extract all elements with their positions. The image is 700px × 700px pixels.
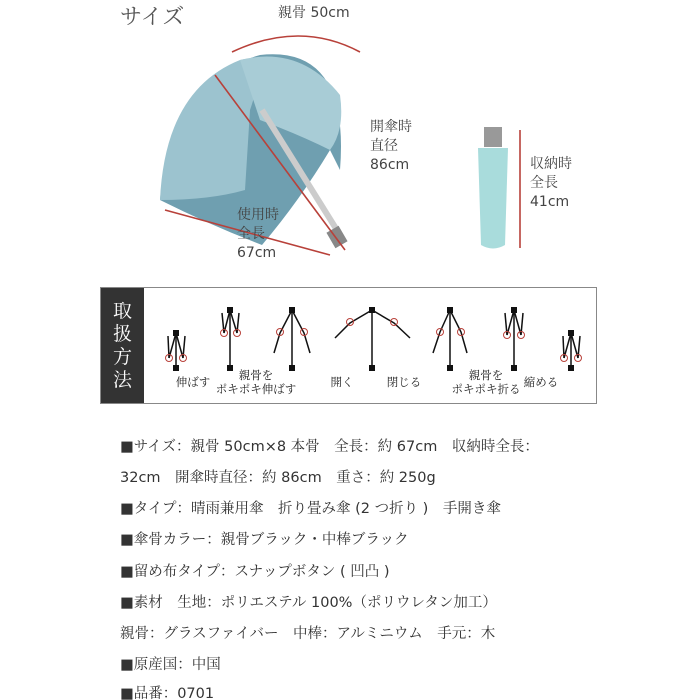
step-unfold-ribs-icon [221,310,241,368]
step-label-line: 開く [330,375,354,389]
label-line: 開傘時 [370,119,412,135]
step-label-shorten [496,375,586,389]
step-label-line: 親骨を [238,368,274,382]
spec-line: ■留め布タイプ：スナップボタン ( 凹凸 ) [120,564,390,580]
step-label-line: 閉じる [386,375,422,389]
spec-line: 32cm 開傘時直径：約 86cm 重さ：約 250g [120,470,436,486]
label-line: 使用時 [237,207,279,223]
step-close-icon [433,310,467,368]
folded-length-label [530,155,572,212]
label-line: 86cm [370,157,410,173]
label-line: 全長 [237,226,265,242]
label-line: 67cm [237,245,277,261]
handling-diagrams [144,288,596,373]
label-line: 直径 [370,138,398,154]
handling-instructions [100,287,597,404]
heading-char: 法 [112,368,132,391]
step-label-close [359,375,449,389]
open-diameter-label [370,118,412,175]
rib-arrow [232,36,360,52]
spec-line: 親骨：グラスファイバー 中棒：アルミニウム 手元：木 [120,626,496,642]
step-label-unfold-ribs [211,368,301,396]
step-label-line: 伸ばす [175,375,211,389]
rib-length-label: 親骨 50cm [278,5,350,21]
step-open-icon [335,310,410,368]
step-label-line: 親骨を [468,368,504,382]
label-line: 41cm [530,194,570,210]
step-label-line: ポキポキ伸ばす [215,382,297,396]
step-label-line: 縮める [523,375,559,389]
step-open-half-icon [274,310,310,368]
spec-line: ■品番：0701 [120,686,215,700]
spec-line: ■素材 生地：ポリエステル 100%（ポリウレタン加工） [120,595,497,611]
label-line: 収納時 [530,156,572,172]
umbrella-illustration [0,0,700,280]
handling-heading [101,288,144,403]
spec-line: ■タイプ：晴雨兼用傘 折り畳み傘 (2 つ折り ) 手開き傘 [120,501,501,517]
step-fold-ribs-icon [504,310,525,368]
spec-line: ■原産国：中国 [120,657,221,673]
heading-char: 扱 [112,322,132,345]
folded-umbrella-icon [478,127,508,249]
heading-char: 取 [112,299,132,322]
label-line: 全長 [530,175,558,191]
spec-line: ■傘骨カラー：親骨ブラック・中棒ブラック [120,532,409,548]
step-label-line: ポキポキ折る [451,382,521,396]
heading-char: 方 [112,345,132,368]
total-length-label [237,206,279,263]
step-extend-icon [166,333,187,368]
spec-line: ■サイズ：親骨 50cm×8 本骨 全長：約 67cm 収納時全長： [120,439,539,455]
size-title: サイズ [120,5,185,30]
step-shorten-icon [561,333,582,368]
